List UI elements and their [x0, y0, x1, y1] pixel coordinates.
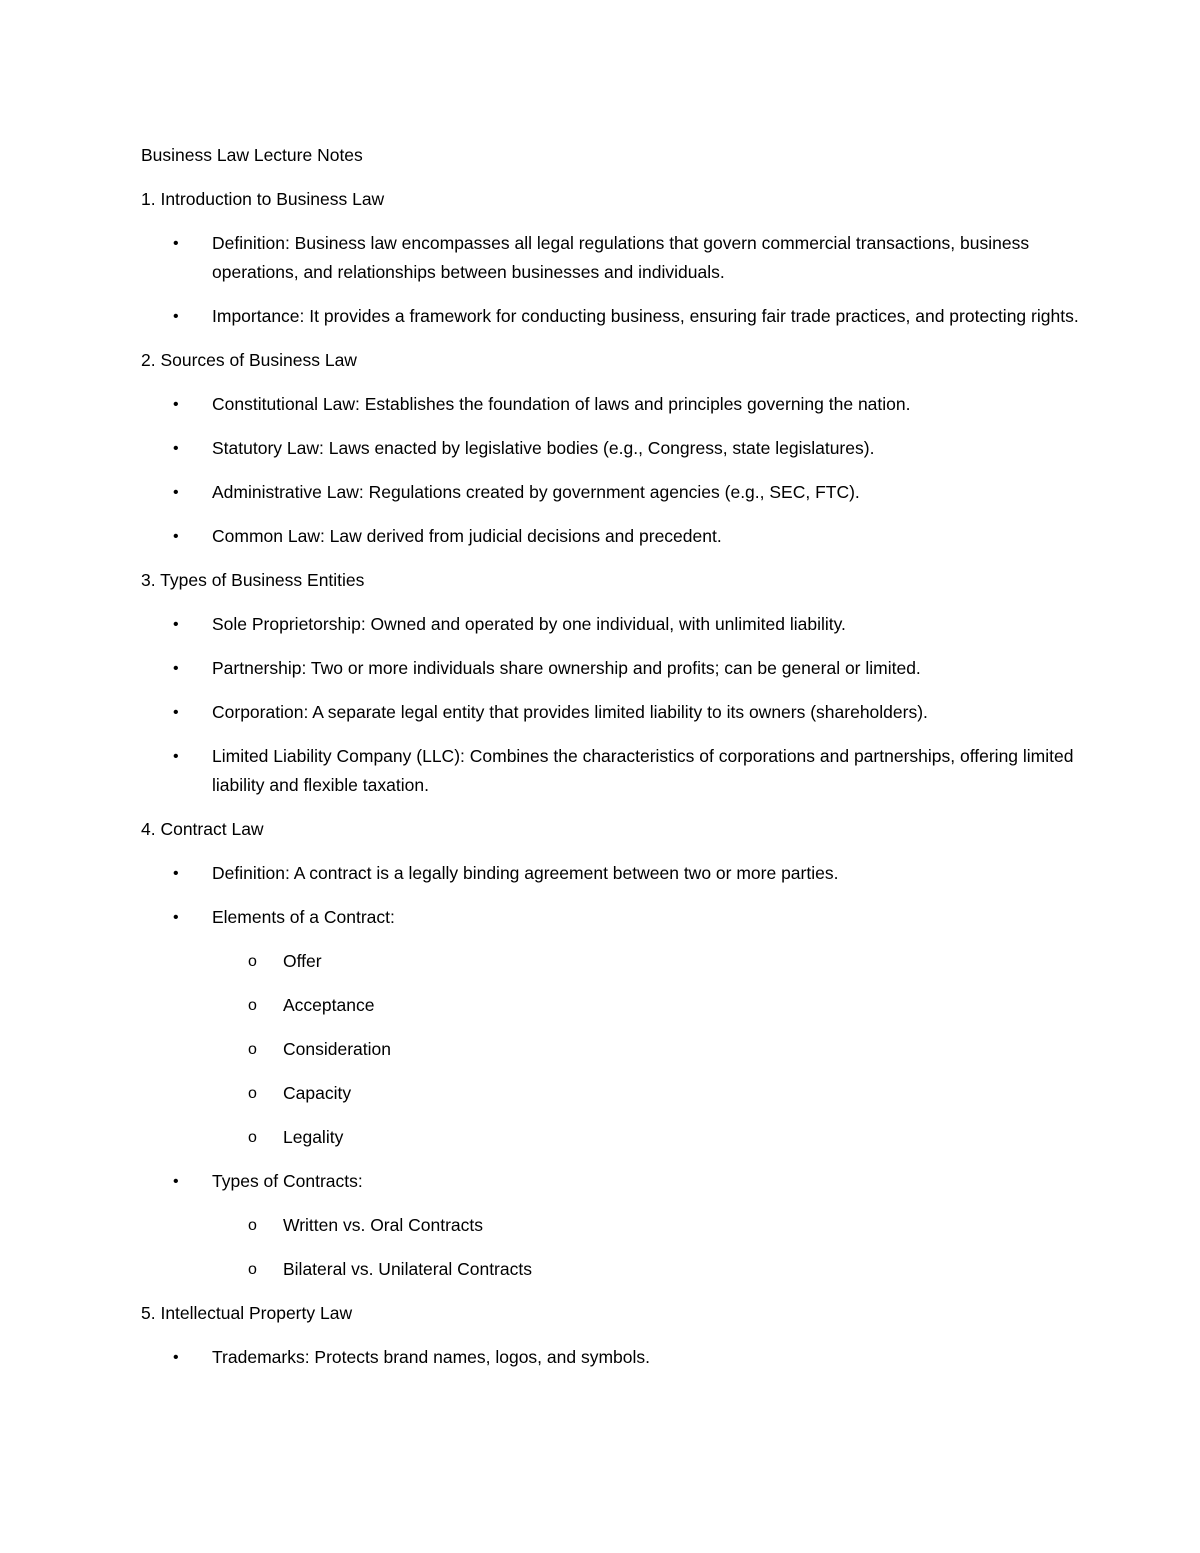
bullet-icon: •: [173, 1173, 179, 1190]
section-heading: 4. Contract Law: [141, 819, 264, 839]
list-item: [141, 302, 1101, 331]
sub-list-item: [141, 1255, 1101, 1284]
list-item: [141, 903, 1101, 932]
section-heading: 3. Types of Business Entities: [141, 570, 365, 590]
list-item: [141, 390, 1101, 419]
bullet-icon: •: [173, 308, 179, 325]
sub-list-item-text: Offer: [283, 951, 322, 971]
list-item-text: Definition: Business law encompasses all legal regulations that govern commercial transactions, business operations, and relationships between businesses and individuals.: [212, 233, 1030, 282]
bullet-icon: •: [173, 909, 179, 926]
circle-bullet-icon: o: [248, 1129, 257, 1146]
list-item: [141, 522, 1101, 551]
list-item-text: Common Law: Law derived from judicial decisions and precedent.: [212, 526, 722, 546]
sub-list-item: [141, 1123, 1101, 1152]
sub-list-item-text: Written vs. Oral Contracts: [283, 1215, 484, 1235]
sub-list-item-text: Capacity: [283, 1083, 352, 1103]
sub-list-item: [141, 1035, 1101, 1064]
list-item: [141, 742, 1101, 800]
circle-bullet-icon: o: [248, 1261, 257, 1278]
bullet-icon: •: [173, 865, 179, 882]
circle-bullet-icon: o: [248, 1217, 257, 1234]
list-item-text: Administrative Law: Regulations created by government agencies (e.g., SEC, FTC).: [212, 482, 860, 502]
list-item: [141, 229, 1101, 287]
sub-list-item: [141, 991, 1101, 1020]
list-item: [141, 478, 1101, 507]
list-item-text: Sole Proprietorship: Owned and operated by one individual, with unlimited liability.: [212, 614, 846, 634]
list-item: [141, 434, 1101, 463]
list-item-text: Partnership: Two or more individuals share ownership and profits; can be general or limited.: [212, 658, 921, 678]
section-heading: 2. Sources of Business Law: [141, 350, 357, 370]
list-item-text: Trademarks: Protects brand names, logos, and symbols.: [212, 1347, 651, 1367]
document-content: [141, 141, 1101, 1387]
sub-list-item-text: Bilateral vs. Unilateral Contracts: [283, 1259, 532, 1279]
bullet-icon: •: [173, 484, 179, 501]
list-item-text: Corporation: A separate legal entity that provides limited liability to its owners (shareholders).: [212, 702, 928, 722]
section-heading: 5. Intellectual Property Law: [141, 1303, 353, 1323]
list-item: [141, 610, 1101, 639]
list-item-text: Statutory Law: Laws enacted by legislative bodies (e.g., Congress, state legislatures).: [212, 438, 875, 458]
circle-bullet-icon: o: [248, 953, 257, 970]
bullet-icon: •: [173, 528, 179, 545]
list-item-text: Importance: It provides a framework for conducting business, ensuring fair trade practices, and protecting rights.: [212, 306, 1079, 326]
sub-list-item-text: Acceptance: [283, 995, 375, 1015]
bullet-icon: •: [173, 235, 179, 252]
list-item-text: Limited Liability Company (LLC): Combines the characteristics of corporations and partnerships, offering limited liability and flexible taxation.: [212, 746, 1074, 795]
list-item-text: Definition: A contract is a legally binding agreement between two or more parties.: [212, 863, 839, 883]
sub-list-item-text: Consideration: [283, 1039, 391, 1059]
sub-list-item: [141, 1079, 1101, 1108]
bullet-icon: •: [173, 396, 179, 413]
bullet-icon: •: [173, 440, 179, 457]
list-item-text: Constitutional Law: Establishes the foundation of laws and principles governing the nation.: [212, 394, 911, 414]
list-item-text: Elements of a Contract:: [212, 907, 395, 927]
bullet-icon: •: [173, 616, 179, 633]
list-item: [141, 859, 1101, 888]
bullet-icon: •: [173, 748, 179, 765]
list-item: [141, 698, 1101, 727]
bullet-icon: •: [173, 704, 179, 721]
sub-list-item-text: Legality: [283, 1127, 344, 1147]
sub-list-item: [141, 947, 1101, 976]
circle-bullet-icon: o: [248, 997, 257, 1014]
document-title: Business Law Lecture Notes: [141, 145, 363, 165]
list-item-text: Types of Contracts:: [212, 1171, 363, 1191]
circle-bullet-icon: o: [248, 1085, 257, 1102]
circle-bullet-icon: o: [248, 1041, 257, 1058]
section-heading: 1. Introduction to Business Law: [141, 189, 385, 209]
bullet-icon: •: [173, 660, 179, 677]
list-item: [141, 1167, 1101, 1196]
sub-list-item: [141, 1211, 1101, 1240]
bullet-icon: •: [173, 1349, 179, 1366]
list-item: [141, 654, 1101, 683]
list-item: [141, 1343, 1101, 1372]
